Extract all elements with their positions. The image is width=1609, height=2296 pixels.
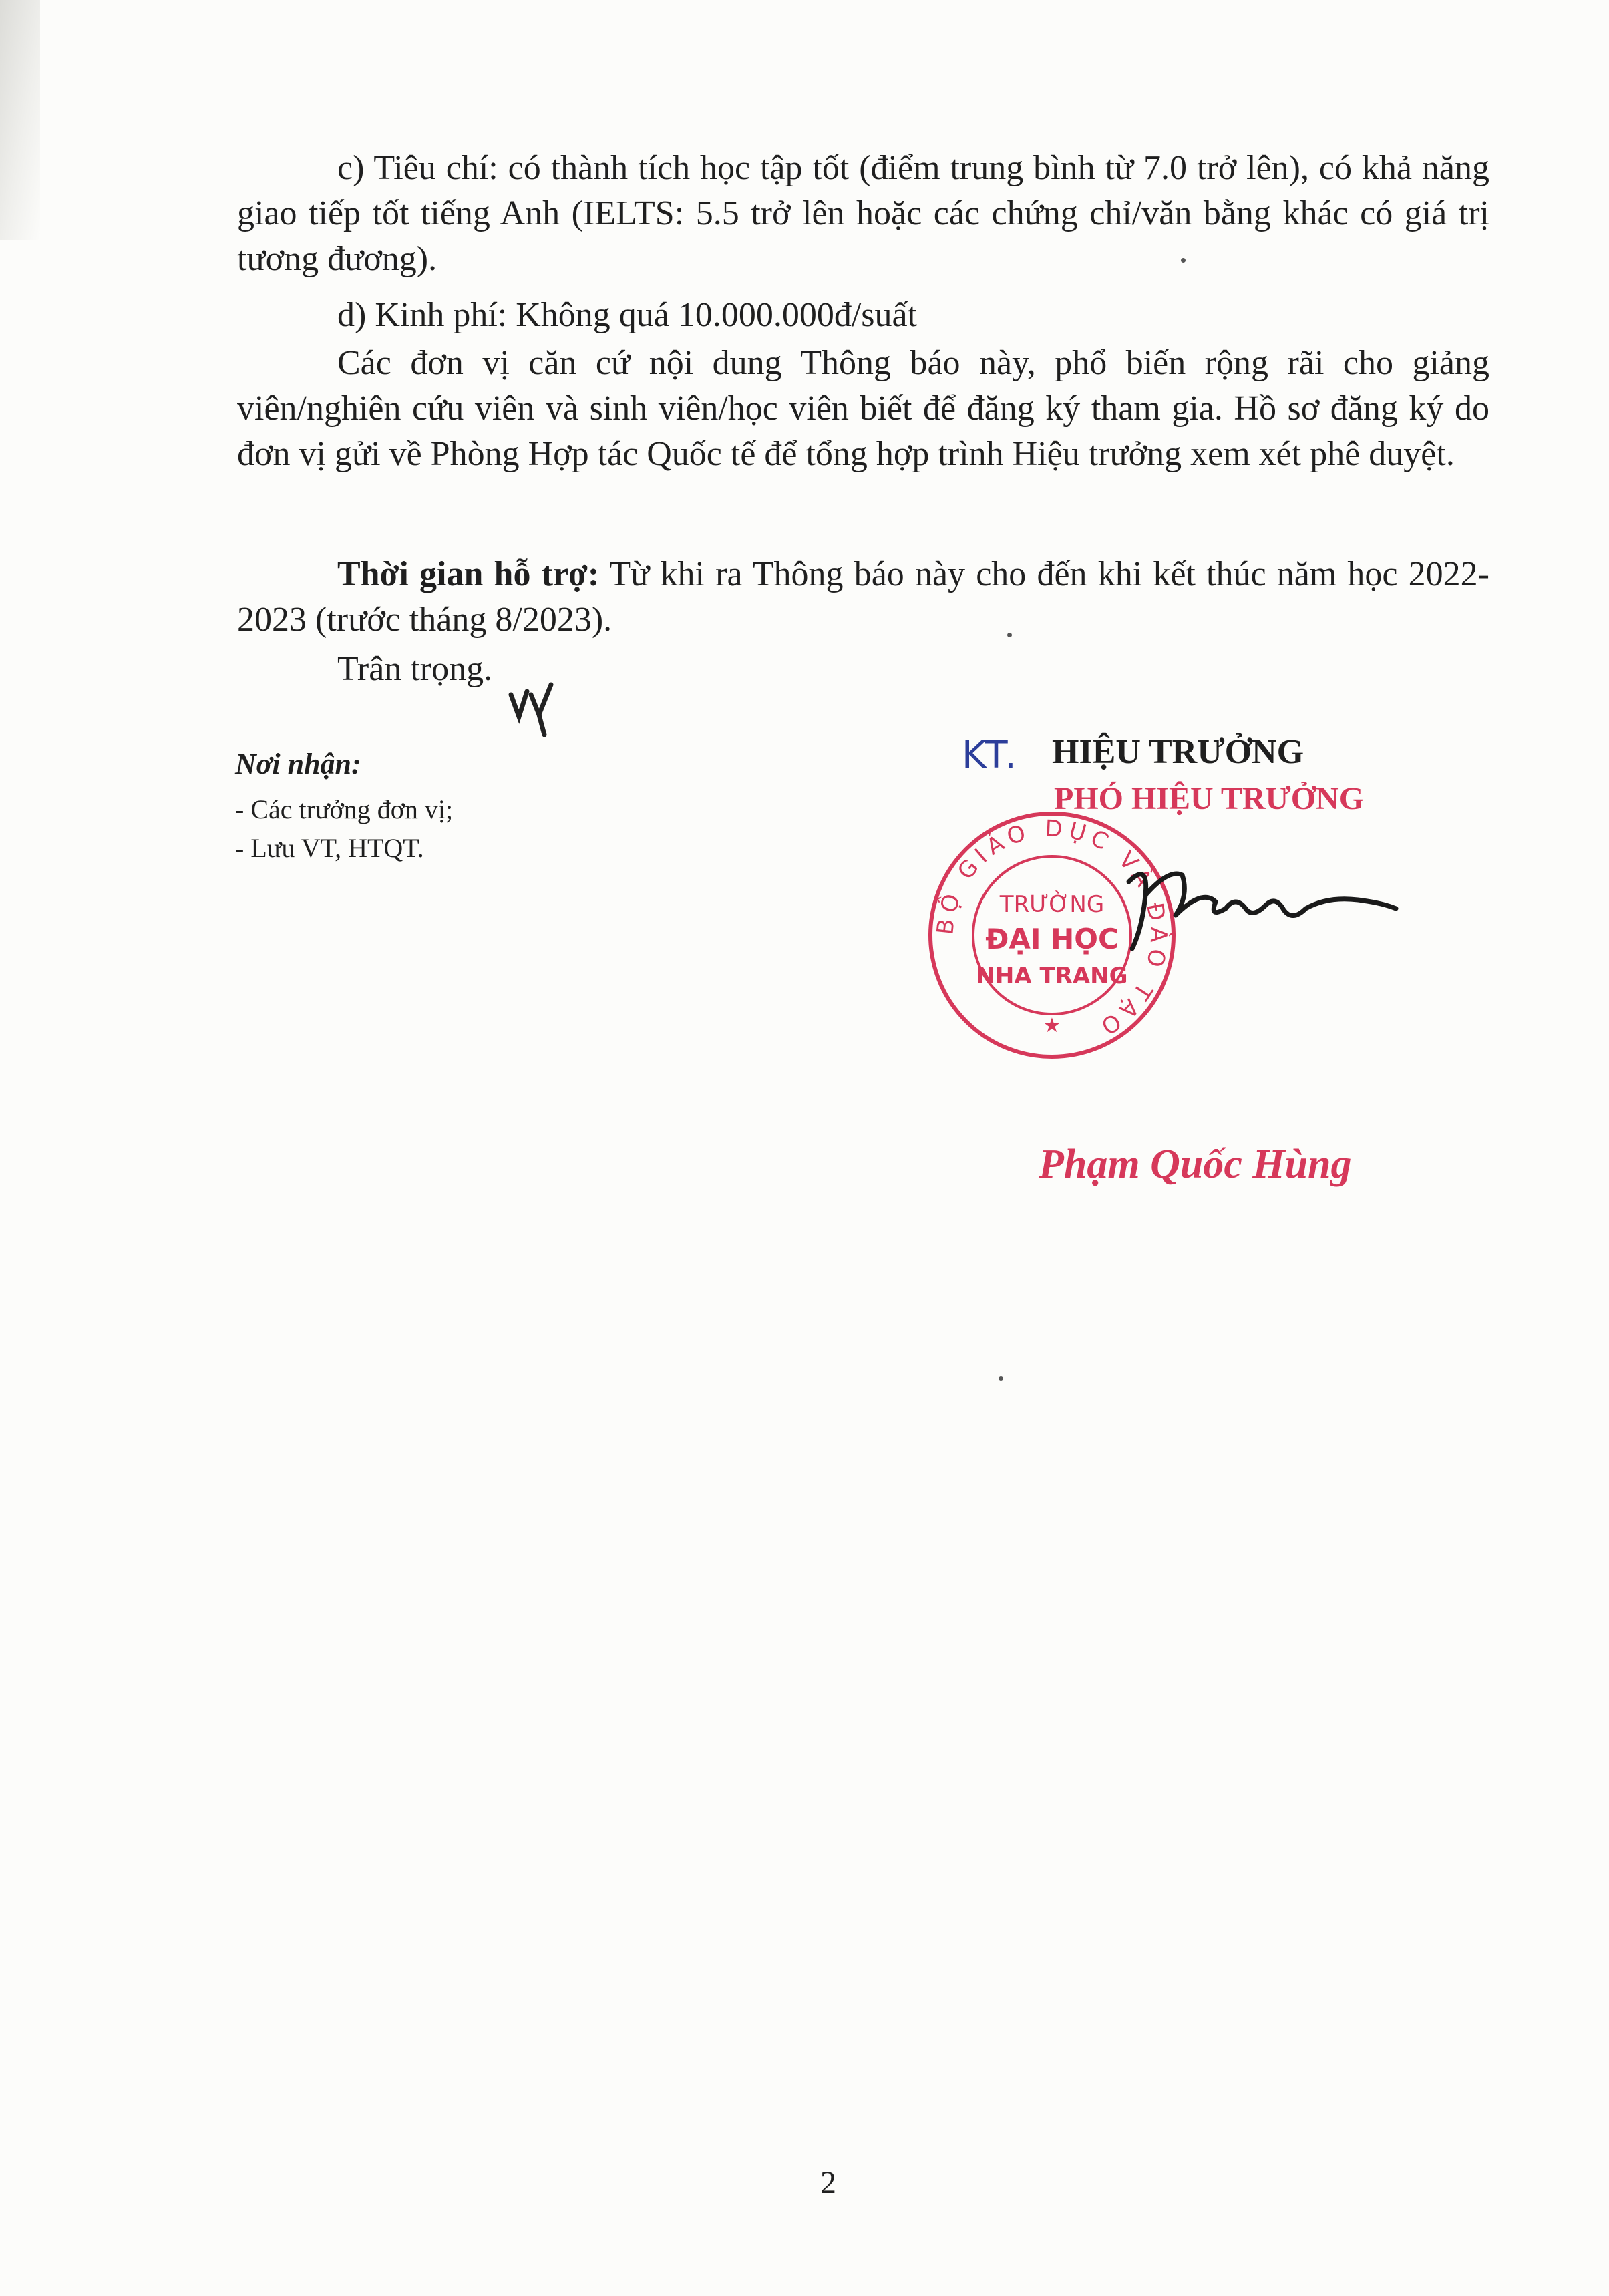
seal-line-2: ĐẠI HỌC <box>985 923 1119 955</box>
scan-speck <box>1181 258 1186 263</box>
paragraph-instructions: Các đơn vị căn cứ nội dung Thông báo này, phổ biến rộng rãi cho giảng viên/nghiên cứu viên và sinh viên/học viên biết để đăng ký tham gia. Hồ sơ đăng ký do đơn vị gửi về Phòng Hợp tác Quốc tế để tổng hợp trình Hiệu trưởng xem xét phê duyệt. <box>237 344 1489 473</box>
recipients-block <box>235 747 453 868</box>
recipient-item: - Các trưởng đơn vị; <box>235 794 454 824</box>
recipient-item: - Lưu VT, HTQT. <box>235 833 424 863</box>
scan-speck <box>1007 633 1012 637</box>
vice-principal-title: PHÓ HIỆU TRƯỞNG <box>1054 781 1365 816</box>
seal-ring-text: BỘ GIÁO DỤC VÀ ĐÀO TẠO <box>932 815 1172 1043</box>
page-fold-shadow <box>0 0 40 240</box>
recipients-title: Nơi nhận: <box>235 748 361 780</box>
scan-speck <box>999 1376 1003 1381</box>
signer-name: Phạm Quốc Hùng <box>1039 1142 1352 1187</box>
support-time-text: Từ khi ra Thông báo này cho đến khi kết thúc năm học 2022-2023 (trước tháng 8/2023). <box>237 555 1489 639</box>
seal-star-icon: ★ <box>1043 1015 1061 1037</box>
initials-mark <box>504 665 578 738</box>
seal-line-1: TRƯỜNG <box>999 891 1105 918</box>
paragraph-criteria: c) Tiêu chí: có thành tích học tập tốt (điểm trung bình từ 7.0 trở lên), có khả năng giao tiếp tốt tiếng Anh (IELTS: 5.5 trở lên hoặc các chứng chỉ/văn bằng khác có giá trị tương đương). <box>237 149 1489 278</box>
paragraph-support-time <box>237 552 1489 643</box>
seal-line-3: NHA TRANG <box>976 963 1128 989</box>
handwritten-signature <box>1109 855 1403 955</box>
regards: Trân trọng. <box>337 650 493 688</box>
support-time-label: Thời gian hỗ trợ: <box>337 555 600 593</box>
page-number: 2 <box>820 2165 836 2200</box>
paragraph-funding: d) Kinh phí: Không quá 10.000.000đ/suất <box>337 296 918 334</box>
principal-title: HIỆU TRƯỞNG <box>1052 733 1304 771</box>
kt-handwritten-label: KT. <box>962 733 1018 777</box>
